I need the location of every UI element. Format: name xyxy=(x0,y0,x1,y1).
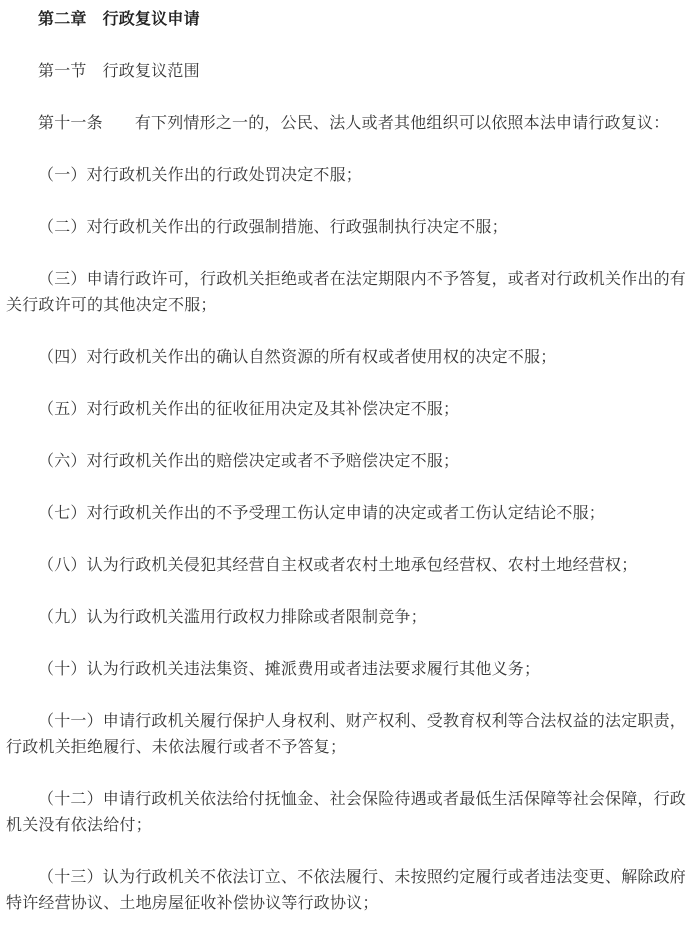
list-item: （六）对行政机关作出的赔偿决定或者不予赔偿决定不服； xyxy=(38,451,460,470)
section-title: 行政复议范围 xyxy=(102,61,200,80)
chapter-title: 行政复议申请 xyxy=(102,9,200,28)
list-item: （八）认为行政机关侵犯其经营自主权或者农村土地承包经营权、农村土地经营权； xyxy=(38,555,638,574)
chapter-number: 第二章 xyxy=(38,9,87,28)
list-item: （三）申请行政许可，行政机关拒绝或者在法定期限内不予答复，或者对行政机关作出的有关行政许可的其他决定不服； xyxy=(6,269,687,314)
list-item: （七）对行政机关作出的不予受理工伤认定申请的决定或者工伤认定结论不服； xyxy=(38,503,606,522)
list-item: （十）认为行政机关违法集资、摊派费用或者违法要求履行其他义务； xyxy=(38,659,541,678)
section-number: 第一节 xyxy=(38,61,87,80)
list-item: （十三）认为行政机关不依法订立、不依法履行、未按照约定履行或者违法变更、解除政府特许经营协议、土地房屋征收补偿协议等行政协议； xyxy=(6,867,687,912)
article-paragraph xyxy=(6,110,690,136)
list-item: （五）对行政机关作出的征收征用决定及其补偿决定不服； xyxy=(38,399,460,418)
section-heading xyxy=(6,58,690,84)
article-intro: 有下列情形之一的，公民、法人或者其他组织可以依照本法申请行政复议： xyxy=(134,113,670,132)
article-number: 第十一条 xyxy=(38,113,103,132)
list-item: （四）对行政机关作出的确认自然资源的所有权或者使用权的决定不服； xyxy=(38,347,557,366)
list-item: （一）对行政机关作出的行政处罚决定不服； xyxy=(38,165,363,184)
chapter-heading xyxy=(6,6,690,32)
list-item: （九）认为行政机关滥用行政权力排除或者限制竞争； xyxy=(38,607,427,626)
list-item: （十一）申请行政机关履行保护人身权利、财产权利、受教育权利等合法权益的法定职责，行政机关拒绝履行、未依法履行或者不予答复； xyxy=(6,711,687,756)
list-item: （二）对行政机关作出的行政强制措施、行政强制执行决定不服； xyxy=(38,217,508,236)
list-item: （十二）申请行政机关依法给付抚恤金、社会保险待遇或者最低生活保障等社会保障，行政机关没有依法给付； xyxy=(6,789,687,834)
